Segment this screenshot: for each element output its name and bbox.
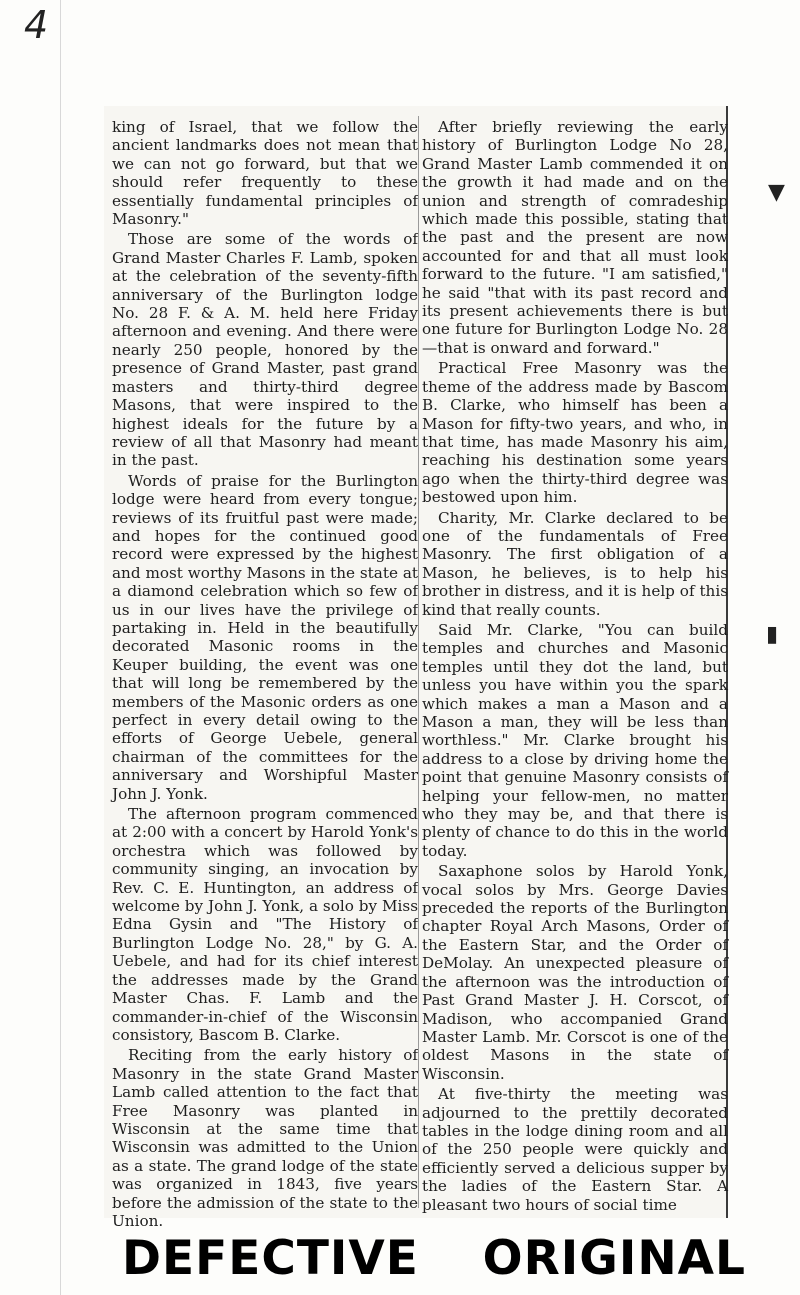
paragraph: Practical Free Masonry was the theme of the address made by Bascom B. Clarke, who himself has been a Mason for fifty-two years, and who, in that time, has made Masonry his aim, reaching his destination some years ago when the thirty-third degree was bestowed upon him. bbox=[422, 359, 728, 507]
paragraph: Charity, Mr. Clarke declared to be one of the fundamentals of Free Masonry. The first obligation of a Mason, he believes, is to help his brother in distress, and it is help of this kind that really counts. bbox=[422, 508, 728, 619]
defective-original-banner bbox=[122, 1228, 746, 1288]
paragraph: Said Mr. Clarke, "You can build temples and churches and Masonic temples until they dot the land, but unless you have within you the spark which makes a man a Mason and a Mason a man, they will be less than worthless." Mr. Clarke brought his address to a close by driving home the point that genuine Masonry consists of helping your fellow-men, no matter who they may be, and that there is plenty of chance to do this in the world today. bbox=[422, 620, 728, 860]
paragraph: Reciting from the early history of Masonry in the state Grand Master Lamb called attention to the fact that Free Masonry was planted in Wisconsin at the same time that Wisconsin was admitted to the Union as a state. The grand lodge of the state was organized in 1843, five years before the admission of the state to the Union. bbox=[112, 1046, 418, 1230]
margin-mark: ▼ bbox=[768, 180, 785, 205]
article-right-column bbox=[422, 118, 728, 1216]
page-number: 4 bbox=[24, 3, 49, 47]
paragraph: The afternoon program commenced at 2:00 with a concert by Harold Yonk's orchestra which was followed by community singing, an invocation by Rev. C. E. Huntington, an address of welcome by John J. Yonk, a solo by Miss Edna Gysin and "The History of Burlington Lodge No. 28," by G. A. Uebele, and had for its chief interest the addresses made by the Grand Master Chas. F. Lamb and the commander-in-chief of the Wisconsin consistory, Bascom B. Clarke. bbox=[112, 805, 418, 1044]
margin-rule bbox=[60, 0, 61, 1295]
banner-word-defective: DEFECTIVE bbox=[122, 1230, 419, 1286]
paragraph: Those are some of the words of Grand Master Charles F. Lamb, spoken at the celebration of the seventy-fifth anniversary of the Burlington lodge No. 28 F. & A. M. held here Friday afternoon and evening. And there were nearly 250 people, honored by the presence of Grand Master, past grand masters and thirty-third degree Masons, that were inspired to the highest ideals for the future by a review of all that Masonry had meant in the past. bbox=[112, 230, 418, 470]
article-left-column bbox=[112, 118, 418, 1232]
column-divider bbox=[418, 116, 419, 1208]
banner-word-original: ORIGINAL bbox=[482, 1230, 746, 1286]
paragraph: king of Israel, that we follow the ancient landmarks does not mean that we can not go forward, but that we should refer frequently to these essentially fundamental principles of Masonry." bbox=[112, 118, 418, 229]
margin-mark: ▮ bbox=[766, 622, 779, 647]
paragraph: Saxaphone solos by Harold Yonk, vocal solos by Mrs. George Davies preceded the reports of the Burlington chapter Royal Arch Masons, Order of the Eastern Star, and the Order of DeMolay. An unexpected pleasure of the afternoon was the introduction of Past Grand Master J. H. Corscot, of Madison, who accompanied Grand Master Lamb. Mr. Corscot is one of the oldest Masons in the state of Wisconsin. bbox=[422, 862, 728, 1083]
paragraph: Words of praise for the Burlington lodge were heard from every tongue; reviews of its fruitful past were made; and hopes for the continued good record were expressed by the highest and most worthy Masons in the state at a diamond celebration which so few of us in our lives have the privilege of partaking in. Held in the beautifully decorated Masonic rooms in the Keuper building, the event was one that will long be remembered by the members of the Masonic orders as one perfect in every detail owing to the efforts of George Uebele, general chairman of the committees for the anniversary and Worshipful Master John J. Yonk. bbox=[112, 471, 418, 803]
newspaper-clipping bbox=[104, 106, 728, 1230]
paragraph: At five-thirty the meeting was adjourned to the prettily decorated tables in the lodge dining room and all of the 250 people were quickly and efficiently served a delicious supper by the ladies of the Eastern Star. A pleasant two hours of social time bbox=[422, 1085, 728, 1214]
paragraph: After briefly reviewing the early history of Burlington Lodge No 28, Grand Master Lamb commended it on the growth it had made and on the union and strength of comradeship which made this possible, stating that the past and the present are now accounted for and that all must look forward to the future. "I am satisfied," he said "that with its past record and its present achievements there is but one future for Burlington Lodge No. 28—that is onward and forward." bbox=[422, 118, 728, 357]
